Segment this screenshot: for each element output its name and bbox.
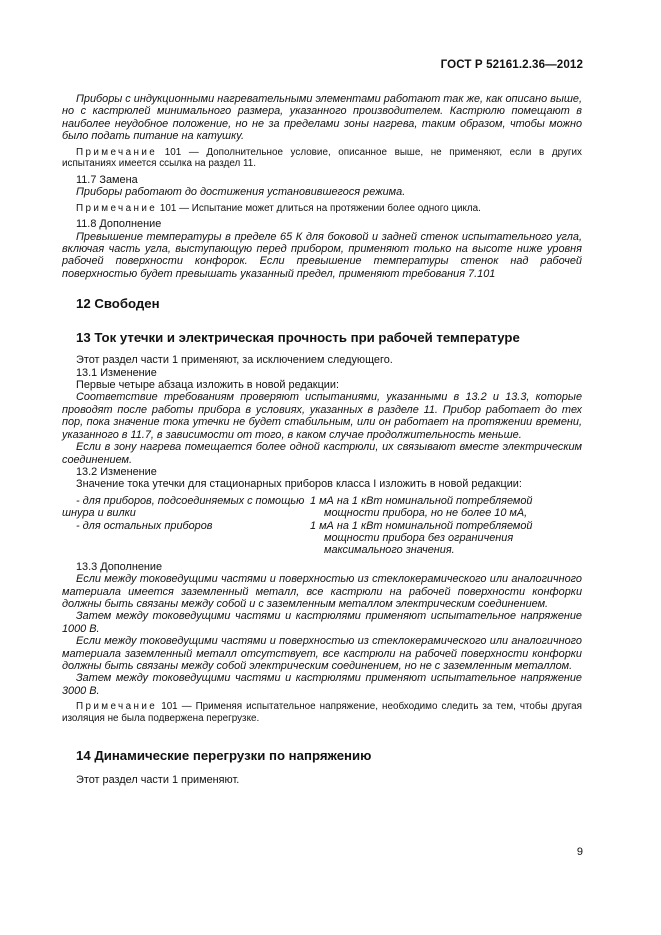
section-13-1-lead: Первые четыре абзаца изложить в новой редакции: <box>76 379 340 392</box>
document-header: ГОСТ Р 52161.2.36—2012 <box>440 58 583 71</box>
note-101-c <box>62 701 582 724</box>
note-label: Примечание <box>76 202 158 214</box>
section-13-1-title: 13.1 Изменение <box>76 366 157 379</box>
section-14-text: Этот раздел части 1 применяют. <box>76 774 240 787</box>
section-13-3-title: 13.3 Дополнение <box>76 560 163 573</box>
note-label: Примечание <box>76 146 158 158</box>
note-101-a <box>62 147 582 170</box>
table-cell-value: 1 мА на 1 кВт номинальной потребляемой мощности прибора без ограничения максимального значения. <box>310 519 533 557</box>
section-13-3-para-1: Если между токоведущими частями и поверхностью из стеклокерамического или аналогичного материала имеется заземленный металл, все кастрюли на рабочей поверхности конфорки должны быть связаны между собой и с заземленным металлом электрическим соединением. <box>62 573 582 610</box>
section-13-3-para-4: Затем между токоведущими частями и кастрюлями применяют испытательное напряжение 3000 В. <box>62 672 582 697</box>
section-13-1-para-2: Если в зону нагрева помещается более одной кастрюли, их связывают вместе электрическим соединением. <box>62 441 582 466</box>
section-12-heading: 12 Свободен <box>76 296 160 312</box>
page-number: 9 <box>576 846 583 858</box>
note-text: 101 — Испытание может длиться на протяжении более одного цикла. <box>159 202 481 214</box>
section-13-intro: Этот раздел части 1 применяют, за исключением следующего. <box>76 354 393 367</box>
section-11-7-title: 11.7 Замена <box>76 173 138 186</box>
section-13-1-para-1: Соответствие требованиям проверяют испытаниями, указанными в 13.2 и 13.3, которые проводят после работы прибора в условиях, указанных в разделе 11. Прибор работает до тех пор, пока значение тока утечки не будет стабильным, или он работает на протяжении времени, указанного в 11.7, в зависимости от того, в каком случае продолжительность меньше. <box>62 391 582 441</box>
section-13-3-para-3: Если между токоведущими частями и поверхностью из стеклокерамического или аналогичного материала заземленный металл отсутствует, все кастрюли на рабочей поверхности конфорки должны быть связаны между собой электрическим соединением, но не с заземленным металлом. <box>62 635 582 672</box>
table-cell-appliance: - для приборов, подсоединяемых с помощью шнура и вилки <box>62 494 305 520</box>
section-14-heading: 14 Динамические перегрузки по напряжению <box>76 748 372 764</box>
note-101-b <box>62 203 582 215</box>
table-cell-value: 1 мА на 1 кВт номинальной потребляемой мощности прибора, но не более 10 мА, <box>310 494 533 520</box>
section-11-8-title: 11.8 Дополнение <box>76 218 162 231</box>
section-13-heading: 13 Ток утечки и электрическая прочность при рабочей температуре <box>76 330 520 346</box>
section-11-8-text: Превышение температуры в пределе 65 К для боковой и задней стенок испытательного угла, включая часть угла, выступающую перед прибором, применяют только на высоте ниже уровня рабочей поверхности конфорок. Если превышение температуры стенок над рабочей поверхностью будет превышать указанный предел, применяют требования 7.101 <box>62 230 582 280</box>
section-13-3-para-2: Затем между токоведущими частями и кастрюлями применяют испытательное напряжение 1000 В. <box>62 610 582 635</box>
note-label: Примечание <box>76 701 158 713</box>
section-11-7-text: Приборы работают до достижения установившегося режима. <box>76 186 406 199</box>
induction-paragraph: Приборы с индукционными нагревательными элементами работают так же, как описано выше, но с кастрюлей минимального размера, указанного производителем. Кастрюлю помещают в наиболее неудобное положение, но не за пределами зоны нагрева, таким образом, чтобы можно было подать питание на катушку. <box>62 93 582 143</box>
leakage-current-table <box>62 495 582 557</box>
page-content <box>62 93 582 787</box>
table-cell-appliance: - для остальных приборов <box>76 519 213 532</box>
note-text: 101 — Применяя испытательное напряжение, необходимо следить за тем, чтобы другая изоляция не была подвержена перегрузке. <box>62 701 583 724</box>
note-text: 101 — Дополнительное условие, описанное выше, не применяют, если в других испытаниях имеется ссылка на раздел 11. <box>62 146 582 170</box>
section-13-2-lead: Значение тока утечки для стационарных приборов класса I изложить в новой редакции: <box>76 478 522 491</box>
section-13-2-title: 13.2 Изменение <box>76 465 157 478</box>
